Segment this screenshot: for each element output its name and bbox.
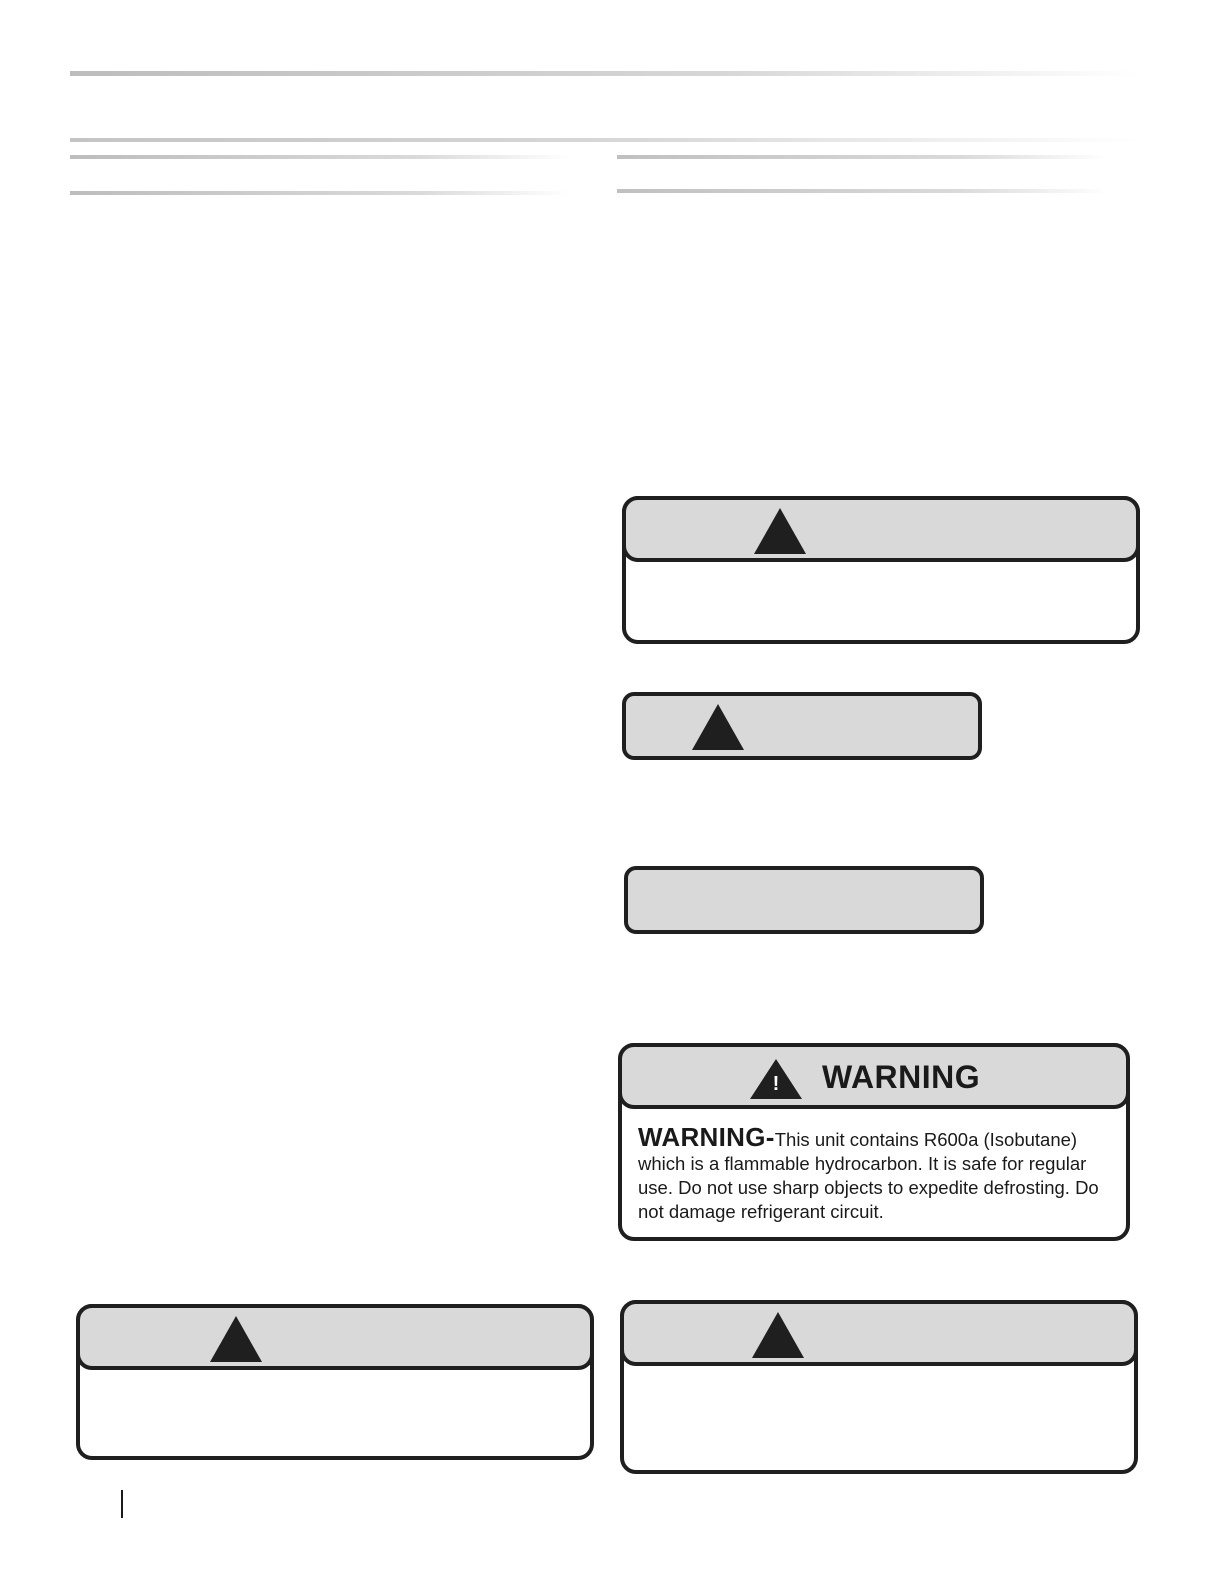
caution-box-right xyxy=(620,1300,1138,1474)
notice-header xyxy=(624,866,984,934)
warning-triangle-icon xyxy=(692,704,744,750)
page-number-divider xyxy=(121,1490,123,1518)
caution-box-1-header xyxy=(622,496,1140,562)
warning-text: This unit contains R600a (Isobutane) which is a flammable hydrocarbon. It is safe for regular use. Do not use sharp objects to expedite defrosting. Do not damage refrigerant circuit. xyxy=(638,1129,1099,1222)
warning-separator: - xyxy=(765,1122,775,1152)
warning-body xyxy=(638,1122,1108,1224)
warning-triangle-icon xyxy=(752,1312,804,1358)
caution-header-2 xyxy=(622,692,982,760)
right-heading-rule-bottom xyxy=(617,189,1107,193)
left-heading-rule-top xyxy=(70,155,570,159)
warning-triangle-icon xyxy=(754,508,806,554)
section-rule xyxy=(70,138,1140,142)
exclamation-icon: ! xyxy=(772,1073,780,1095)
warning-title: WARNING xyxy=(822,1059,981,1095)
header-rule xyxy=(70,71,1140,76)
warning-label-header xyxy=(618,1043,1130,1109)
warning-lead: WARNING xyxy=(638,1122,766,1152)
caution-box-left xyxy=(76,1304,594,1460)
caution-box-left-header xyxy=(76,1304,594,1370)
warning-triangle-icon xyxy=(210,1316,262,1362)
right-heading-rule-top xyxy=(617,155,1107,159)
left-heading-rule-bottom xyxy=(70,191,570,195)
warning-label xyxy=(618,1043,1130,1241)
caution-box-right-header xyxy=(620,1300,1138,1366)
caution-box-1 xyxy=(622,496,1140,644)
